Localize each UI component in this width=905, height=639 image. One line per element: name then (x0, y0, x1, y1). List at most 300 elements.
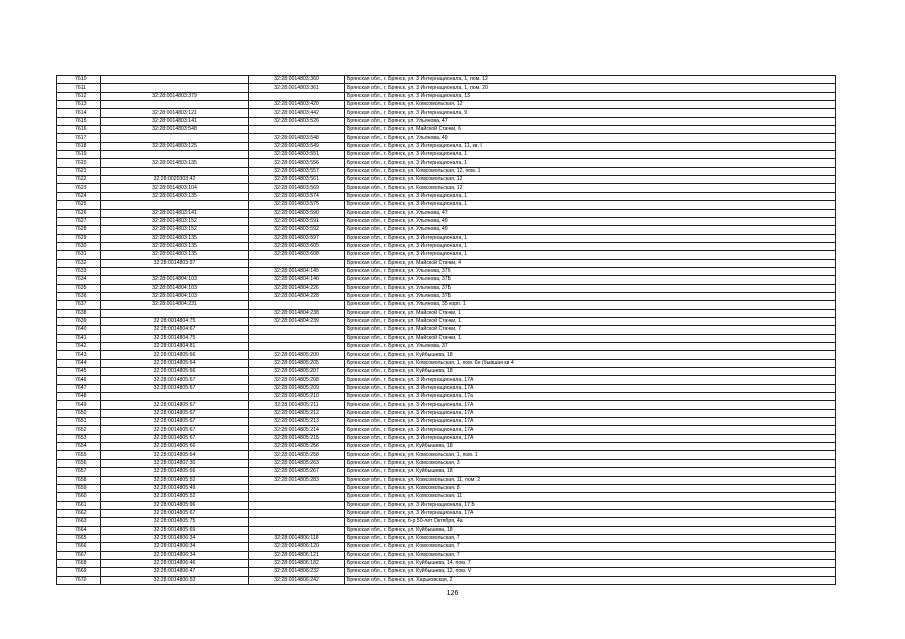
table-row (57, 176, 836, 184)
table-row (57, 551, 836, 559)
old-cadastral-number-cell: 32:28:0014807:30 (101, 459, 249, 467)
address-cell: Брянская обл., г. Брянск, ул. Комсомольская, 7 (345, 551, 836, 559)
table-row (57, 151, 836, 159)
address-cell: Брянская обл., г. Брянск, ул. Комсомольская, 12 (345, 101, 836, 109)
table-row (57, 101, 836, 109)
old-cadastral-number-cell: 32:28:0014805:49 (101, 484, 249, 492)
row-number-cell: 7661 (57, 501, 101, 509)
old-cadastral-number-cell: 32:28:0014803:152 (101, 217, 249, 225)
address-cell: Брянская обл., г. Брянск, ул. 3 Интернационала, 17а (345, 393, 836, 401)
cadastral-number-cell (249, 126, 345, 134)
row-number-cell: 7657 (57, 468, 101, 476)
cadastral-number-cell: 32:28:0014803:556 (249, 159, 345, 167)
table-row (57, 534, 836, 542)
table-row (57, 159, 836, 167)
table-row (57, 493, 836, 501)
old-cadastral-number-cell: 32:28:0014805:67 (101, 418, 249, 426)
row-number-cell: 7645 (57, 368, 101, 376)
address-cell: Брянская обл., г. Брянск, ул. Комсомольская, 3 (345, 459, 836, 467)
row-number-cell: 7647 (57, 384, 101, 392)
address-cell: Брянская обл., г. Брянск, ул. Майской Стачки, 1 (345, 317, 836, 325)
table-row (57, 309, 836, 317)
table-row (57, 443, 836, 451)
row-number-cell: 7640 (57, 326, 101, 334)
address-cell: Брянская обл., г. Брянск, ул. 3 Интернационала, 17А (345, 384, 836, 392)
row-number-cell: 7642 (57, 343, 101, 351)
row-number-cell: 7653 (57, 434, 101, 442)
old-cadastral-number-cell (101, 267, 249, 275)
table-row (57, 418, 836, 426)
cadastral-number-cell (249, 493, 345, 501)
old-cadastral-number-cell: 32:28:0014803:379 (101, 92, 249, 100)
address-cell: Брянская обл., г. Брянск, ул. Ульянова, 37Б (345, 292, 836, 300)
address-cell: Брянская обл., г. Брянск, ул. 3 Интернационала, 17А (345, 376, 836, 384)
address-cell: Брянская обл., г. Брянск, ул. 3 Интернационала, 1 (345, 242, 836, 250)
cadastral-number-cell: 32:28:0014803:360 (249, 76, 345, 84)
address-cell: Брянская обл., г. Брянск, ул. Ульянова, 47 (345, 209, 836, 217)
cadastral-number-cell (249, 518, 345, 526)
row-number-cell: 7631 (57, 251, 101, 259)
row-number-cell: 7639 (57, 317, 101, 325)
old-cadastral-number-cell: 32:28:0014803:135 (101, 251, 249, 259)
row-number-cell: 7654 (57, 443, 101, 451)
address-cell: Брянская обл., г. Брянск, ул. Ульянова, 37Б (345, 276, 836, 284)
row-number-cell: 7669 (57, 568, 101, 576)
row-number-cell: 7626 (57, 209, 101, 217)
address-cell: Брянская обл., г. Брянск, ул. Харьковская, 2 (345, 576, 836, 584)
table-row (57, 568, 836, 576)
address-cell: Брянская обл., г. Брянск, ул. Ульянова, 35 корп. 1 (345, 301, 836, 309)
old-cadastral-number-cell: 32:28:0014803:125 (101, 142, 249, 150)
cadastral-number-cell: 32:28:0014805:207 (249, 368, 345, 376)
row-number-cell: 7634 (57, 276, 101, 284)
table-row (57, 117, 836, 125)
old-cadastral-number-cell: 32:28:0014803:135 (101, 192, 249, 200)
row-number-cell: 7627 (57, 217, 101, 225)
cadastral-number-cell (249, 326, 345, 334)
old-cadastral-number-cell: 32:28:0014804:103 (101, 292, 249, 300)
cadastral-number-cell: 32:28:0014806:120 (249, 543, 345, 551)
table-row (57, 84, 836, 92)
address-cell: Брянская обл., г. Брянск, ул. Ульянова, 47 (345, 117, 836, 125)
table-row (57, 317, 836, 325)
cadastral-number-cell: 32:28:0014803:548 (249, 134, 345, 142)
cadastral-number-cell: 32:28:0014803:549 (249, 142, 345, 150)
table-row (57, 368, 836, 376)
cadastral-number-cell: 32:28:0014804:239 (249, 317, 345, 325)
cadastral-number-cell: 32:28:0014803:569 (249, 184, 345, 192)
row-number-cell: 7618 (57, 142, 101, 150)
row-number-cell: 7617 (57, 134, 101, 142)
row-number-cell: 7648 (57, 393, 101, 401)
row-number-cell: 7614 (57, 109, 101, 117)
cadastral-number-cell: 32:28:0014806:232 (249, 568, 345, 576)
cadastral-number-cell: 32:28:0014803:574 (249, 192, 345, 200)
old-cadastral-number-cell: 32:28:0014803:548 (101, 126, 249, 134)
cadastral-number-cell: 32:28:0014805:212 (249, 409, 345, 417)
old-cadastral-number-cell (101, 84, 249, 92)
address-cell: Брянская обл., г. Брянск, ул. Ульянова, 49 (345, 217, 836, 225)
old-cadastral-number-cell: 32:28:0014805:75 (101, 518, 249, 526)
row-number-cell: 7644 (57, 359, 101, 367)
table-row (57, 76, 836, 84)
row-number-cell: 7610 (57, 76, 101, 84)
address-cell: Брянская обл., г. Брянск, ул. Комсомольская, 12 (345, 184, 836, 192)
table-row (57, 251, 836, 259)
cadastral-number-cell: 32:28:0014806:182 (249, 559, 345, 567)
cadastral-number-cell: 32:28:0014806:242 (249, 576, 345, 584)
old-cadastral-number-cell: 32:28:0014803:152 (101, 226, 249, 234)
cadastral-number-cell: 32:28:0014805:200 (249, 351, 345, 359)
old-cadastral-number-cell: 32:28:0014803:135 (101, 159, 249, 167)
cadastral-number-cell: 32:28:0014805:267 (249, 468, 345, 476)
row-number-cell: 7629 (57, 234, 101, 242)
cadastral-number-cell: 32:28:0014805:210 (249, 393, 345, 401)
cadastral-number-cell: 32:28:0014805:208 (249, 376, 345, 384)
table-row (57, 501, 836, 509)
address-cell: Брянская обл., г. Брянск, ул. 3 Интернационала, 17А (345, 426, 836, 434)
row-number-cell: 7662 (57, 509, 101, 517)
cadastral-number-cell: 32:28:0014805:258 (249, 451, 345, 459)
old-cadastral-number-cell: 32:28:0014805:67 (101, 426, 249, 434)
table-row (57, 167, 836, 175)
table-row (57, 326, 836, 334)
cadastral-number-cell: 32:28:0014803:551 (249, 151, 345, 159)
old-cadastral-number-cell: 32:28:0014806:34 (101, 551, 249, 559)
address-cell: Брянская обл., г. Брянск, ул. Комсомольская, 7 (345, 543, 836, 551)
old-cadastral-number-cell: 32:28:0014805:67 (101, 401, 249, 409)
cadastral-number-cell: 32:28:0014803:608 (249, 251, 345, 259)
table-row (57, 451, 836, 459)
cadastral-number-cell: 32:28:0014805:213 (249, 418, 345, 426)
cadastral-number-cell: 32:28:0014805:215 (249, 434, 345, 442)
old-cadastral-number-cell: 32:28:0014806:34 (101, 534, 249, 542)
address-cell: Брянская обл., г. Брянск, ул. Комсомольская, 1, пом. 6н (бывшая кв 4 (345, 359, 836, 367)
row-number-cell: 7619 (57, 151, 101, 159)
old-cadastral-number-cell (101, 134, 249, 142)
address-cell: Брянская обл., г. Брянск, ул. Комсомольская, 11, пом. 2 (345, 476, 836, 484)
old-cadastral-number-cell: 32:28:0014806:34 (101, 543, 249, 551)
cadastral-number-cell (249, 501, 345, 509)
cadastral-number-cell: 32:28:0014803:420 (249, 101, 345, 109)
old-cadastral-number-cell: 32:28:0014805:67 (101, 434, 249, 442)
page-number: 126 (446, 590, 459, 597)
cadastral-number-cell (249, 484, 345, 492)
row-number-cell: 7615 (57, 117, 101, 125)
old-cadastral-number-cell: 32:28:0014805:67 (101, 384, 249, 392)
address-cell: Брянская обл., г. Брянск, ул. Майской Стачки, 1 (345, 334, 836, 342)
table-row (57, 484, 836, 492)
old-cadastral-number-cell (101, 309, 249, 317)
row-number-cell: 7660 (57, 493, 101, 501)
table-row (57, 267, 836, 275)
address-cell: Брянская обл., г. Брянск, ул. Куйбышева, 14, пом. 7 (345, 559, 836, 567)
row-number-cell: 7638 (57, 309, 101, 317)
old-cadastral-number-cell: 32:28:0014806:47 (101, 568, 249, 576)
row-number-cell: 7641 (57, 334, 101, 342)
address-cell: Брянская обл., г. Брянск, ул. Комсомольская, 12, пом. 1 (345, 167, 836, 175)
cadastral-number-cell: 32:28:0014803:597 (249, 234, 345, 242)
old-cadastral-number-cell: 32:28:0014805:67 (101, 509, 249, 517)
cadastral-number-cell (249, 343, 345, 351)
old-cadastral-number-cell: 32:28:0014805:64 (101, 451, 249, 459)
old-cadastral-number-cell (101, 167, 249, 175)
table-row (57, 217, 836, 225)
address-cell: Брянская обл., г. Брянск, ул. Куйбышева, 18 (345, 368, 836, 376)
cadastral-number-cell: 32:28:0014804:146 (249, 276, 345, 284)
address-cell: Брянская обл., г. Брянск, ул. 3 Интернационала, 1 (345, 234, 836, 242)
old-cadastral-number-cell: 32:28:0014805:64 (101, 359, 249, 367)
table-row (57, 134, 836, 142)
address-cell: Брянская обл., г. Брянск, ул. 3 Интернационала, 9 (345, 109, 836, 117)
table-row (57, 92, 836, 100)
cadastral-number-cell: 32:28:0014806:121 (249, 551, 345, 559)
old-cadastral-number-cell (101, 201, 249, 209)
old-cadastral-number-cell: 32:28:0014803:141 (101, 117, 249, 125)
old-cadastral-number-cell: 32:28:0014805:66 (101, 443, 249, 451)
table-row (57, 276, 836, 284)
address-cell: Брянская обл., г. Брянск, ул. Ульянова, 49 (345, 134, 836, 142)
cadastral-number-cell: 32:28:0014806:118 (249, 534, 345, 542)
table-row (57, 234, 836, 242)
row-number-cell: 7625 (57, 201, 101, 209)
address-cell: Брянская обл., г. Брянск, ул. Куйбышева, 12, пом. V (345, 568, 836, 576)
row-number-cell: 7659 (57, 484, 101, 492)
table-row (57, 434, 836, 442)
cadastral-number-cell: 32:28:0014803:442 (249, 109, 345, 117)
cadastral-number-cell: 32:28:0014804:145 (249, 267, 345, 275)
table-row (57, 576, 836, 584)
address-cell: Брянская обл., г. Брянск, ул. 3 Интернационала, 17А (345, 409, 836, 417)
table-row (57, 259, 836, 267)
old-cadastral-number-cell: 32:28:0014806:53 (101, 576, 249, 584)
row-number-cell: 7636 (57, 292, 101, 300)
old-cadastral-number-cell: 32:28:0014804:75 (101, 317, 249, 325)
table-row (57, 509, 836, 517)
cadastral-number-cell (249, 509, 345, 517)
row-number-cell: 7637 (57, 301, 101, 309)
cadastral-number-cell: 32:28:0014803:591 (249, 217, 345, 225)
cadastral-number-cell (249, 301, 345, 309)
row-number-cell: 7643 (57, 351, 101, 359)
row-number-cell: 7628 (57, 226, 101, 234)
old-cadastral-number-cell: 32:28:0014804:103 (101, 276, 249, 284)
address-cell: Брянская обл., г. Брянск, б-р 50-лет Октября, 4а (345, 518, 836, 526)
table-row (57, 543, 836, 551)
table-row (57, 284, 836, 292)
cadastral-number-cell: 32:28:0014803:592 (249, 226, 345, 234)
old-cadastral-number-cell: 32:28:0014805:66 (101, 468, 249, 476)
cadastral-number-cell (249, 259, 345, 267)
address-cell: Брянская обл., г. Брянск, ул. Комсомольская, 7 (345, 534, 836, 542)
row-number-cell: 7630 (57, 242, 101, 250)
address-cell: Брянская обл., г. Брянск, ул. 3 Интернационала, 11, кв. I (345, 142, 836, 150)
row-number-cell: 7668 (57, 559, 101, 567)
row-number-cell: 7635 (57, 284, 101, 292)
table-row (57, 359, 836, 367)
address-cell: Брянская обл., г. Брянск, ул. Комсомольская, 12 (345, 176, 836, 184)
row-number-cell: 7646 (57, 376, 101, 384)
cadastral-number-cell: 32:28:0014804:228 (249, 292, 345, 300)
cadastral-number-cell: 32:28:0014803:575 (249, 201, 345, 209)
cadastral-number-cell: 32:28:0014803:361 (249, 84, 345, 92)
table-row (57, 559, 836, 567)
cadastral-number-cell: 32:28:0014803:590 (249, 209, 345, 217)
address-cell: Брянская обл., г. Брянск, ул. 3 Интернационала, 1 (345, 251, 836, 259)
row-number-cell: 7623 (57, 184, 101, 192)
old-cadastral-number-cell: 32:28:0014803:135 (101, 242, 249, 250)
old-cadastral-number-cell: 32:28:0014803:121 (101, 109, 249, 117)
row-number-cell: 7670 (57, 576, 101, 584)
table-row (57, 526, 836, 534)
address-cell: Брянская обл., г. Брянск, ул. Майской Стачки, 1 (345, 309, 836, 317)
row-number-cell: 7651 (57, 418, 101, 426)
row-number-cell: 7650 (57, 409, 101, 417)
address-cell: Брянская обл., г. Брянск, ул. 3 Интернационала, 13 (345, 92, 836, 100)
table-row (57, 401, 836, 409)
cadastral-number-cell: 32:28:0014805:256 (249, 443, 345, 451)
table-row (57, 209, 836, 217)
cadastral-number-cell: 32:28:0014805:263 (249, 459, 345, 467)
address-cell: Брянская обл., г. Брянск, ул. 3 Интернационала, 17 Б (345, 501, 836, 509)
cadastral-number-cell: 32:28:0014803:561 (249, 176, 345, 184)
old-cadastral-number-cell: 32:28:0014804:75 (101, 334, 249, 342)
table-row (57, 351, 836, 359)
old-cadastral-number-cell: 32:28:0020303:42 (101, 176, 249, 184)
address-cell: Брянская обл., г. Брянск, ул. Ульянова, 37Б (345, 284, 836, 292)
table-row (57, 184, 836, 192)
row-number-cell: 7624 (57, 192, 101, 200)
table-row (57, 426, 836, 434)
row-number-cell: 7621 (57, 167, 101, 175)
old-cadastral-number-cell: 32:28:0014804:81 (101, 343, 249, 351)
old-cadastral-number-cell: 32:28:0014804:67 (101, 326, 249, 334)
registry-table-body (57, 76, 836, 585)
row-number-cell: 7658 (57, 476, 101, 484)
address-cell: Брянская обл., г. Брянск, ул. 3 Интернационала, 1 (345, 192, 836, 200)
old-cadastral-number-cell: 32:28:0014805:67 (101, 376, 249, 384)
table-row (57, 468, 836, 476)
old-cadastral-number-cell: 32:28:0014806:46 (101, 559, 249, 567)
row-number-cell: 7633 (57, 267, 101, 275)
table-row (57, 109, 836, 117)
address-cell: Брянская обл., г. Брянск, ул. Ульянова, 37б (345, 267, 836, 275)
address-cell: Брянская обл., г. Брянск, ул. 3 Интернационала, 1 (345, 201, 836, 209)
cadastral-number-cell: 32:28:0014803:526 (249, 117, 345, 125)
old-cadastral-number-cell: 32:28:0014803:135 (101, 234, 249, 242)
row-number-cell: 7656 (57, 459, 101, 467)
row-number-cell: 7613 (57, 101, 101, 109)
cadastral-number-cell (249, 526, 345, 534)
registry-table (56, 75, 836, 585)
table-row (57, 226, 836, 234)
old-cadastral-number-cell: 32:28:0014804:103 (101, 284, 249, 292)
address-cell: Брянская обл., г. Брянск, ул. Куйбышева, 18 (345, 443, 836, 451)
old-cadastral-number-cell: 32:28:0014805:69 (101, 526, 249, 534)
address-cell: Брянская обл., г. Брянск, ул. Куйбышева, 18 (345, 526, 836, 534)
row-number-cell: 7666 (57, 543, 101, 551)
address-cell: Брянская обл., г. Брянск, ул. 3 Интернационала, 1 (345, 159, 836, 167)
cadastral-number-cell: 32:28:0014805:209 (249, 384, 345, 392)
table-row (57, 343, 836, 351)
table-row (57, 126, 836, 134)
address-cell: Брянская обл., г. Брянск, ул. 3 Интернационала, 17А (345, 401, 836, 409)
address-cell: Брянская обл., г. Брянск, ул. Комсомольская, 11 (345, 493, 836, 501)
address-cell: Брянская обл., г. Брянск, ул. Куйбышева, 18 (345, 351, 836, 359)
old-cadastral-number-cell: 32:28:0014805:52 (101, 476, 249, 484)
old-cadastral-number-cell (101, 76, 249, 84)
table-row (57, 301, 836, 309)
address-cell: Брянская обл., г. Брянск, ул. 3 Интернационала, 1 (345, 151, 836, 159)
address-cell: Брянская обл., г. Брянск, ул. 3 Интернационала, 17А (345, 418, 836, 426)
old-cadastral-number-cell (101, 101, 249, 109)
table-row (57, 201, 836, 209)
row-number-cell: 7655 (57, 451, 101, 459)
old-cadastral-number-cell: 32:28:0014805:66 (101, 351, 249, 359)
table-row (57, 334, 836, 342)
table-row (57, 393, 836, 401)
row-number-cell: 7649 (57, 401, 101, 409)
cadastral-number-cell: 32:28:0014803:605 (249, 242, 345, 250)
table-row (57, 142, 836, 150)
cadastral-number-cell: 32:28:0014804:238 (249, 309, 345, 317)
address-cell: Брянская обл., г. Брянск, ул. 3 Интернационала, 1, пом. 20 (345, 84, 836, 92)
old-cadastral-number-cell (101, 393, 249, 401)
row-number-cell: 7652 (57, 426, 101, 434)
address-cell: Брянская обл., г. Брянск, ул. Комсомольская, 8 (345, 484, 836, 492)
row-number-cell: 7612 (57, 92, 101, 100)
table-row (57, 518, 836, 526)
row-number-cell: 7665 (57, 534, 101, 542)
table-row (57, 242, 836, 250)
row-number-cell: 7622 (57, 176, 101, 184)
row-number-cell: 7620 (57, 159, 101, 167)
address-cell: Брянская обл., г. Брянск, ул. Комсомольская, 1, пом. 1 (345, 451, 836, 459)
address-cell: Брянская обл., г. Брянск, ул. Ульянова, 37 (345, 343, 836, 351)
address-cell: Брянская обл., г. Брянск, ул. Майской Стачки, 6 (345, 126, 836, 134)
row-number-cell: 7632 (57, 259, 101, 267)
row-number-cell: 7664 (57, 526, 101, 534)
cadastral-number-cell: 32:28:0014805:211 (249, 401, 345, 409)
old-cadastral-number-cell: 32:28:0014803:104 (101, 184, 249, 192)
old-cadastral-number-cell: 32:28:0014805:52 (101, 493, 249, 501)
address-cell: Брянская обл., г. Брянск, ул. Майской Стачки, 7 (345, 326, 836, 334)
cadastral-number-cell (249, 334, 345, 342)
table-row (57, 409, 836, 417)
old-cadastral-number-cell (101, 151, 249, 159)
old-cadastral-number-cell: 32:28:0014803:141 (101, 209, 249, 217)
address-cell: Брянская обл., г. Брянск, ул. Ульянова, 49 (345, 226, 836, 234)
address-cell: Брянская обл., г. Брянск, ул. 3 Интернационала, 1, пом. 12 (345, 76, 836, 84)
cadastral-number-cell (249, 92, 345, 100)
table-row (57, 476, 836, 484)
old-cadastral-number-cell: 32:28:0014804:231 (101, 301, 249, 309)
address-cell: Брянская обл., г. Брянск, ул. 3 Интернационала, 17А (345, 434, 836, 442)
table-row (57, 459, 836, 467)
old-cadastral-number-cell: 32:28:0014805:96 (101, 501, 249, 509)
old-cadastral-number-cell: 32:28:0014805:67 (101, 409, 249, 417)
cadastral-number-cell: 32:28:0014805:214 (249, 426, 345, 434)
row-number-cell: 7663 (57, 518, 101, 526)
old-cadastral-number-cell: 32:28:0014805:66 (101, 368, 249, 376)
table-row (57, 192, 836, 200)
cadastral-number-cell: 32:28:0014804:226 (249, 284, 345, 292)
table-row (57, 292, 836, 300)
row-number-cell: 7667 (57, 551, 101, 559)
cadastral-number-cell: 32:28:0014805:283 (249, 476, 345, 484)
old-cadastral-number-cell: 32:28:0014803:97 (101, 259, 249, 267)
address-cell: Брянская обл., г. Брянск, ул. Куйбышева, 18 (345, 468, 836, 476)
